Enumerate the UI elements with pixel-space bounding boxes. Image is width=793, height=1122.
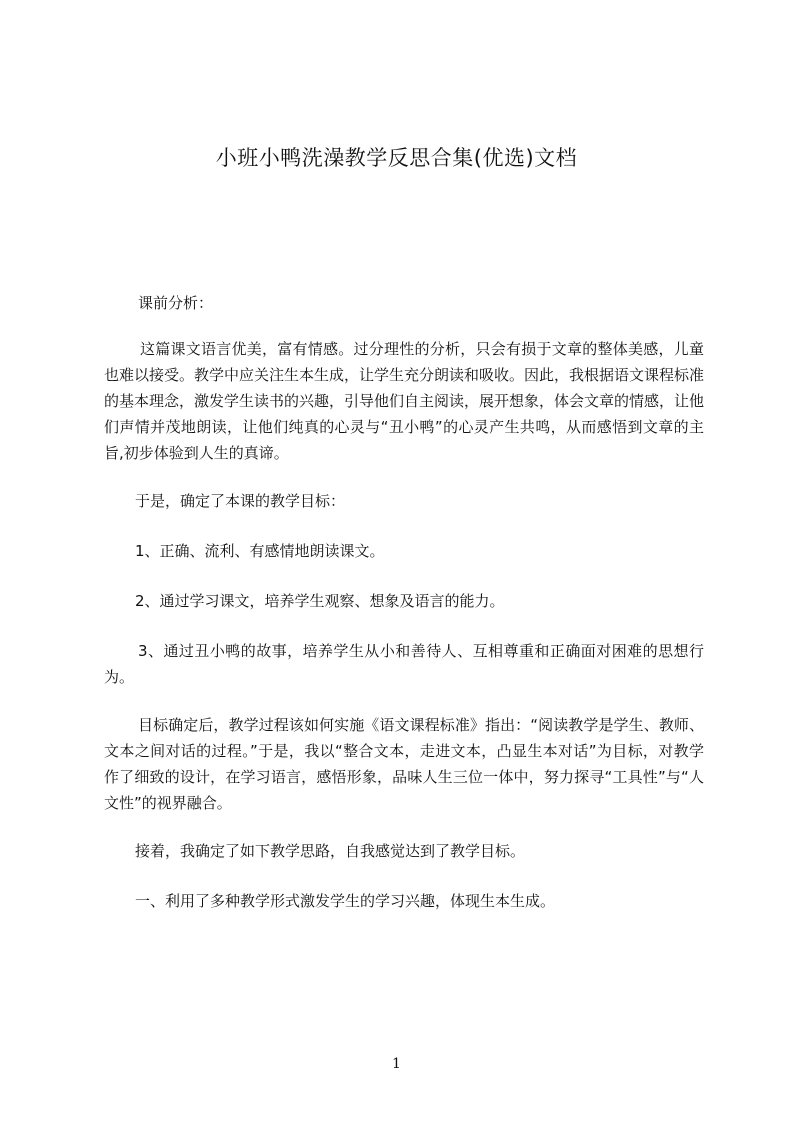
paragraph-goal-3: 3、通过丑小鸭的故事，培养学生从小和善待人、互相尊重和正确面对困难的思想行为。 (104, 642, 704, 686)
paragraph-teaching-process: 目标确定后，教学过程该如何实施《语文课程标准》指出：“阅读教学是学生、教师、文本之间对话的过程。”于是，我以“整合文本，走进文本，凸显生本对话”为目标，对教学作了细致的设计，在学习语言，感悟形象，品味人生三位一体中，努力探寻“工具性”与“人文性”的视界融合。 (104, 716, 704, 812)
page-number: 1 (392, 1056, 401, 1072)
document-title: 小班小鸭洗澡教学反思合集(优选)文档 (215, 146, 578, 170)
paragraph-goal-2: 2、通过学习课文，培养学生观察、想象及语言的能力。 (135, 592, 505, 610)
document-body (104, 290, 704, 938)
paragraph-goals-intro: 于是，确定了本课的教学目标： (135, 492, 346, 510)
paragraph-goal-1: 1、正确、流利、有感情地朗读课文。 (135, 542, 385, 560)
paragraph-teaching-approach: 接着，我确定了如下教学思路，自我感觉达到了教学目标。 (135, 842, 526, 860)
paragraph-text-analysis: 这篇课文语言优美，富有情感。过分理性的分析，只会有损于文章的整体美感，儿童也难以接受。教学中应关注生本生成，让学生充分朗读和吸收。因此，我根据语文课程标准的基本理念，激发学生读书的兴趣，引导他们自主阅读，展开想象，体会文章的情感，让他们声情并茂地朗读，让他们纯真的心灵与“丑小鸭”的心灵产生共鸣，从而感悟到文章的主旨,初步体验到人生的真谛。 (104, 340, 705, 462)
paragraph-section-one: 一、利用了多种教学形式激发学生的学习兴趣，体现生本生成。 (135, 892, 556, 910)
paragraph-pre-class-analysis: 课前分析： (138, 294, 214, 312)
